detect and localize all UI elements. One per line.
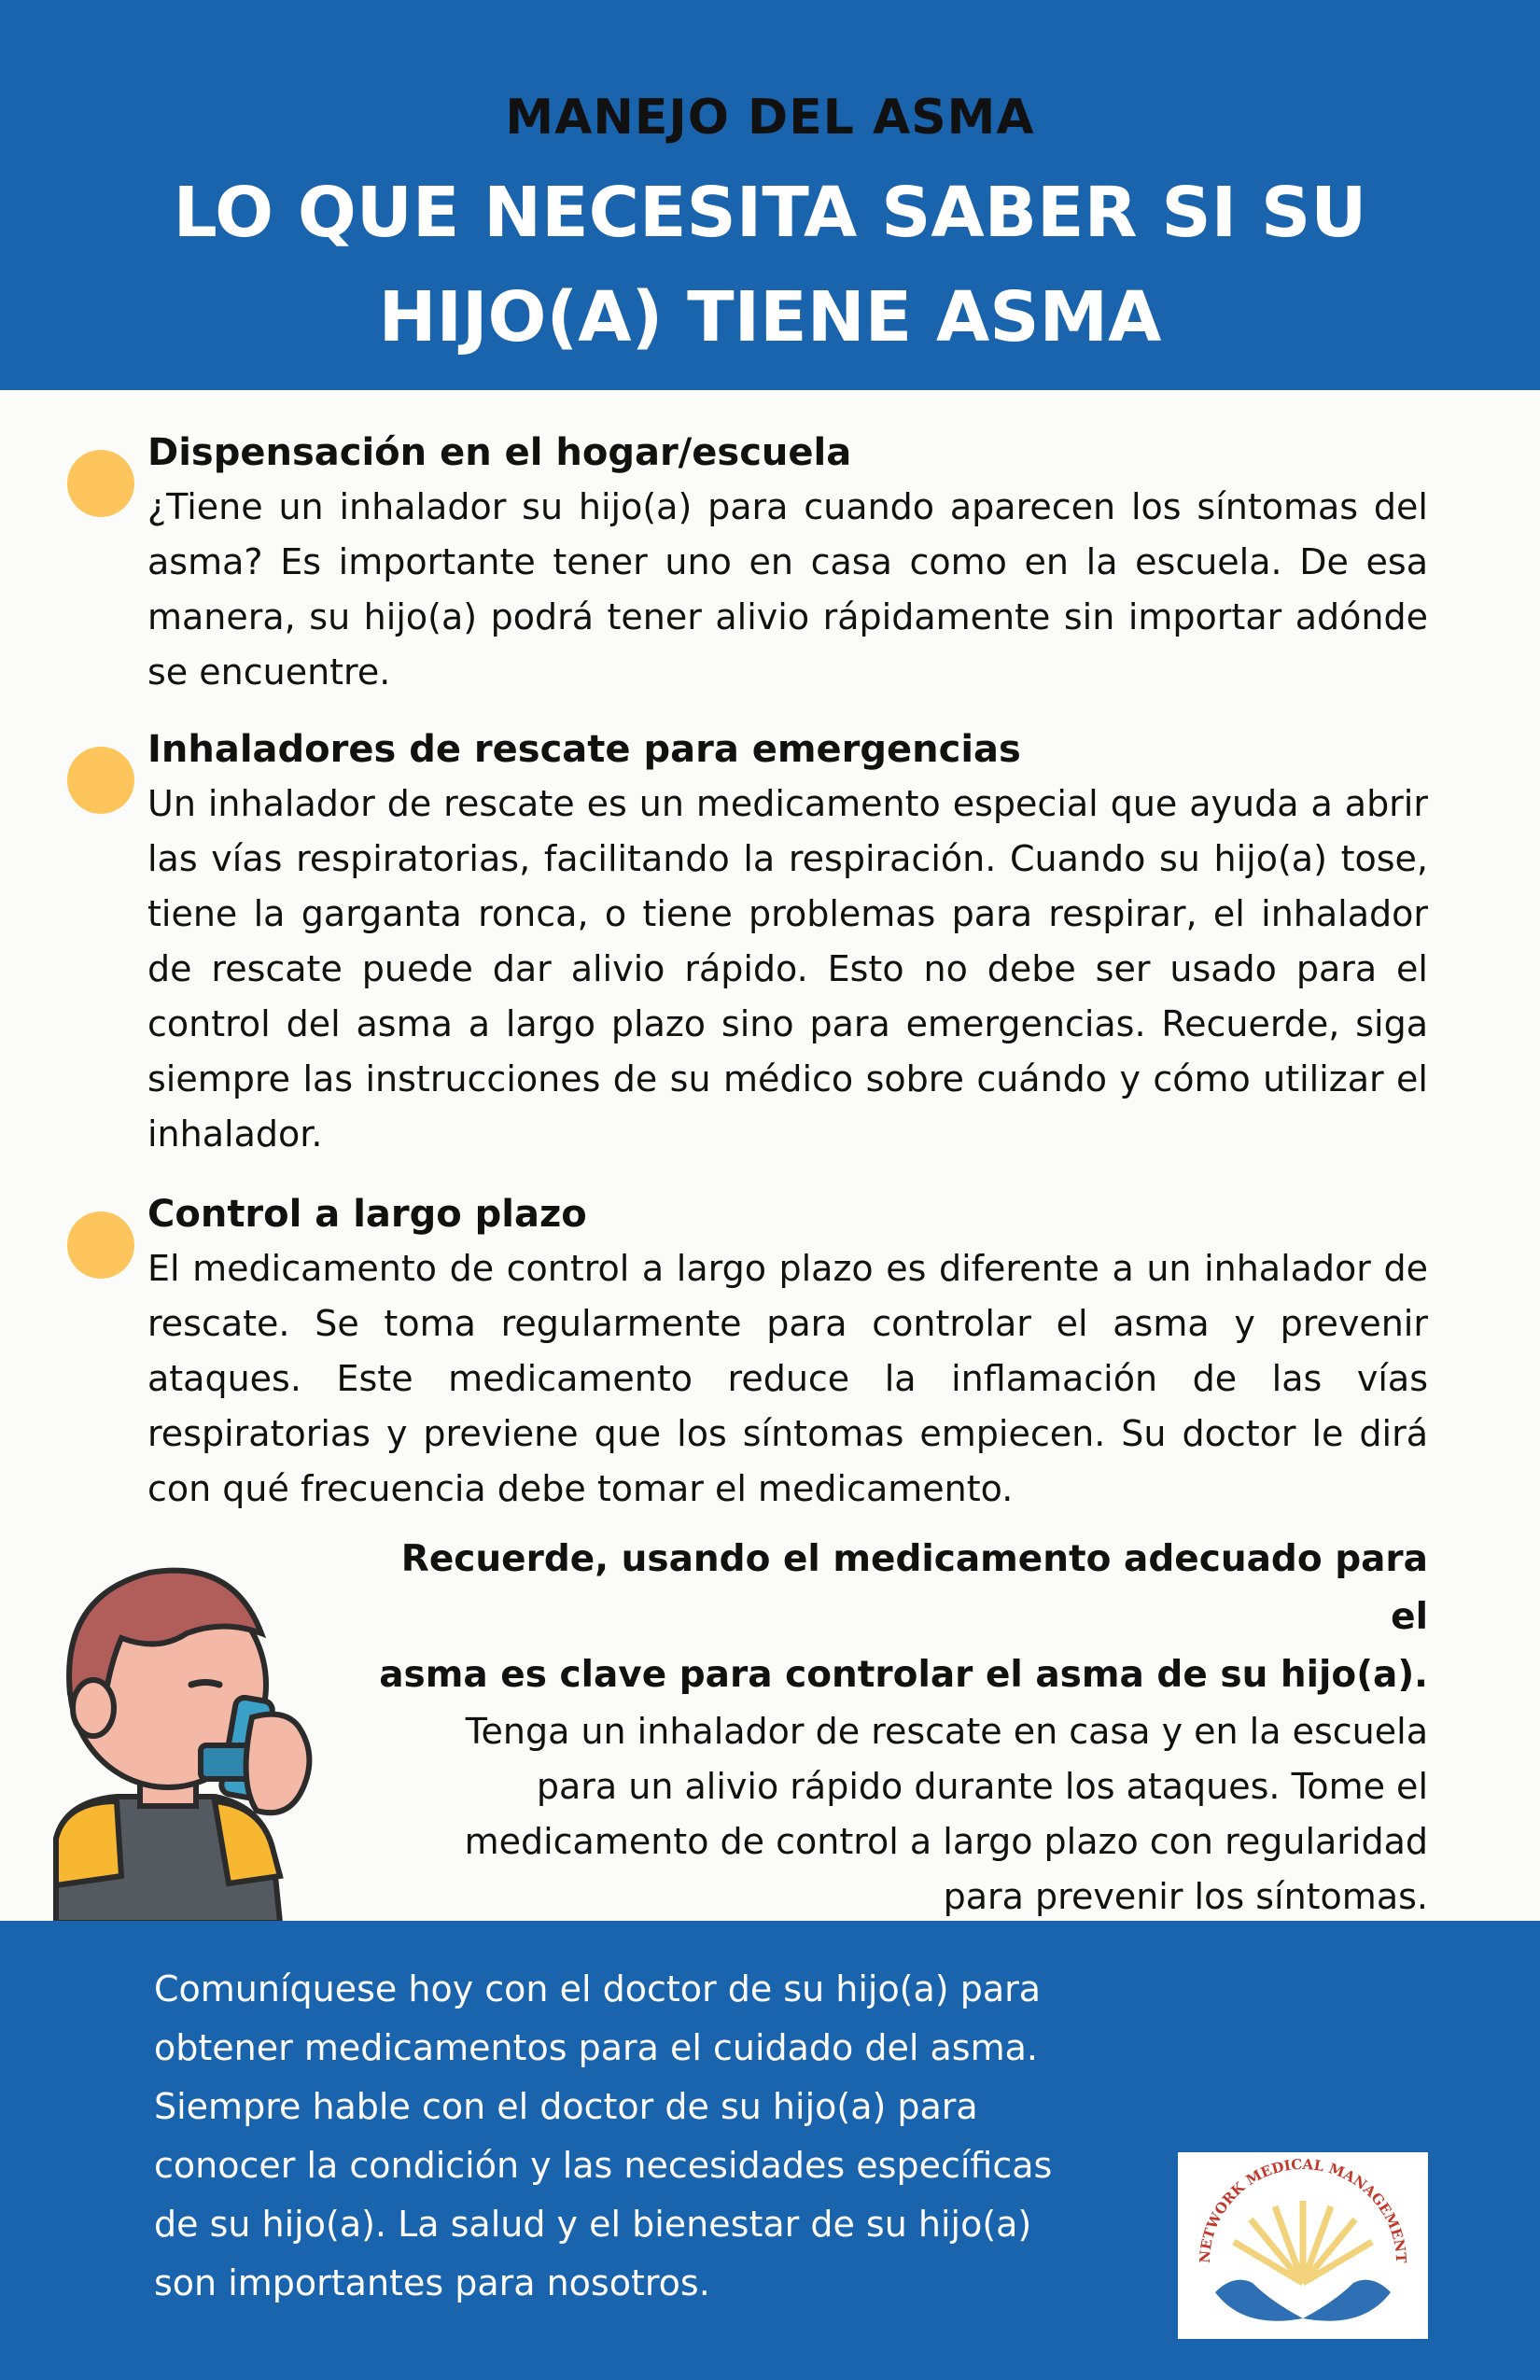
- hands-sunburst-logo-icon: [1178, 2152, 1428, 2339]
- child-using-inhaler-illustration: [28, 1531, 345, 1923]
- section-long-term-control: [147, 1187, 1428, 1517]
- reminder-bold-line1: Recuerde, usando el medicamento adecuado para el: [400, 1538, 1428, 1638]
- section-title: Inhaladores de rescate para emergencias: [147, 728, 1021, 771]
- section-title: Control a largo plazo: [147, 1193, 587, 1236]
- footer-line2: obtener medicamentos para el cuidado del asma.: [154, 2027, 1038, 2068]
- section-rescue-inhalers: [147, 722, 1428, 1162]
- reminder-line3: medicamento de control a largo plazo con regularidad: [464, 1821, 1428, 1862]
- footer-line6: son importantes para nosotros.: [154, 2262, 710, 2303]
- reminder-line2: para un alivio rápido durante los ataques. Tome el: [536, 1766, 1428, 1807]
- bullet-dot-icon: [67, 747, 134, 814]
- footer-line4: conocer la condición y las necesidades específicas: [154, 2145, 1053, 2186]
- reminder-line1: Tenga un inhalador de rescate en casa y en la escuela: [465, 1711, 1428, 1752]
- section-home-school: [147, 426, 1428, 700]
- footer-line3: Siempre hable con el doctor de su hijo(a) para: [154, 2086, 978, 2127]
- logo-text: NETWORK MEDICAL MANAGEMENT: [1196, 2155, 1410, 2264]
- section-title: Dispensación en el hogar/escuela: [147, 431, 852, 474]
- reminder-bold-line2: asma es clave para controlar el asma de su hijo(a).: [379, 1654, 1428, 1696]
- section-body: ¿Tiene un inhalador su hijo(a) para cuando aparecen los síntomas del asma? Es importante tener uno en casa como en la escuela. De esa manera, su hijo(a) podrá tener alivio rápidamente sin importar adónde se encuentre.: [147, 486, 1428, 693]
- reminder-block: [373, 1531, 1428, 1925]
- reminder-line4: para prevenir los síntomas.: [943, 1876, 1428, 1917]
- footer-text: [154, 1960, 1162, 2313]
- bullet-dot-icon: [67, 450, 134, 517]
- section-body: El medicamento de control a largo plazo es diferente a un inhalador de rescate. Se toma regularmente para controlar el asma y prevenir ataques. Este medicamento reduce la inflamación de las vías respiratorias y previene que los síntomas empiecen. Su doctor le dirá con qué frecuencia debe tomar el medicamento.: [147, 1248, 1428, 1509]
- header-banner: [0, 0, 1540, 390]
- footer-banner: [0, 1921, 1540, 2380]
- header-title: [0, 161, 1540, 370]
- section-body: Un inhalador de rescate es un medicamento especial que ayuda a abrir las vías respiratorias, facilitando la respiración. Cuando su hijo(a) tose, tiene la garganta ronca, o tiene problemas para respirar, el inhalador de rescate puede dar alivio rápido. Esto no debe ser usado para el control del asma a largo plazo sino para emergencias. Recuerde, siga siempre las instrucciones de su médico sobre cuándo y cómo utilizar el inhalador.: [147, 783, 1428, 1155]
- footer-line5: de su hijo(a). La salud y el bienestar de su hijo(a): [154, 2204, 1032, 2245]
- header-title-line1: LO QUE NECESITA SABER SI SU: [173, 173, 1367, 253]
- bullet-dot-icon: [67, 1211, 134, 1279]
- footer-line1: Comuníquese hoy con el doctor de su hijo(a) para: [154, 1968, 1042, 2009]
- header-subtitle: MANEJO DEL ASMA: [505, 90, 1035, 146]
- network-medical-management-logo: [1178, 2152, 1428, 2339]
- header-title-line2: HIJO(A) TIENE ASMA: [378, 277, 1162, 357]
